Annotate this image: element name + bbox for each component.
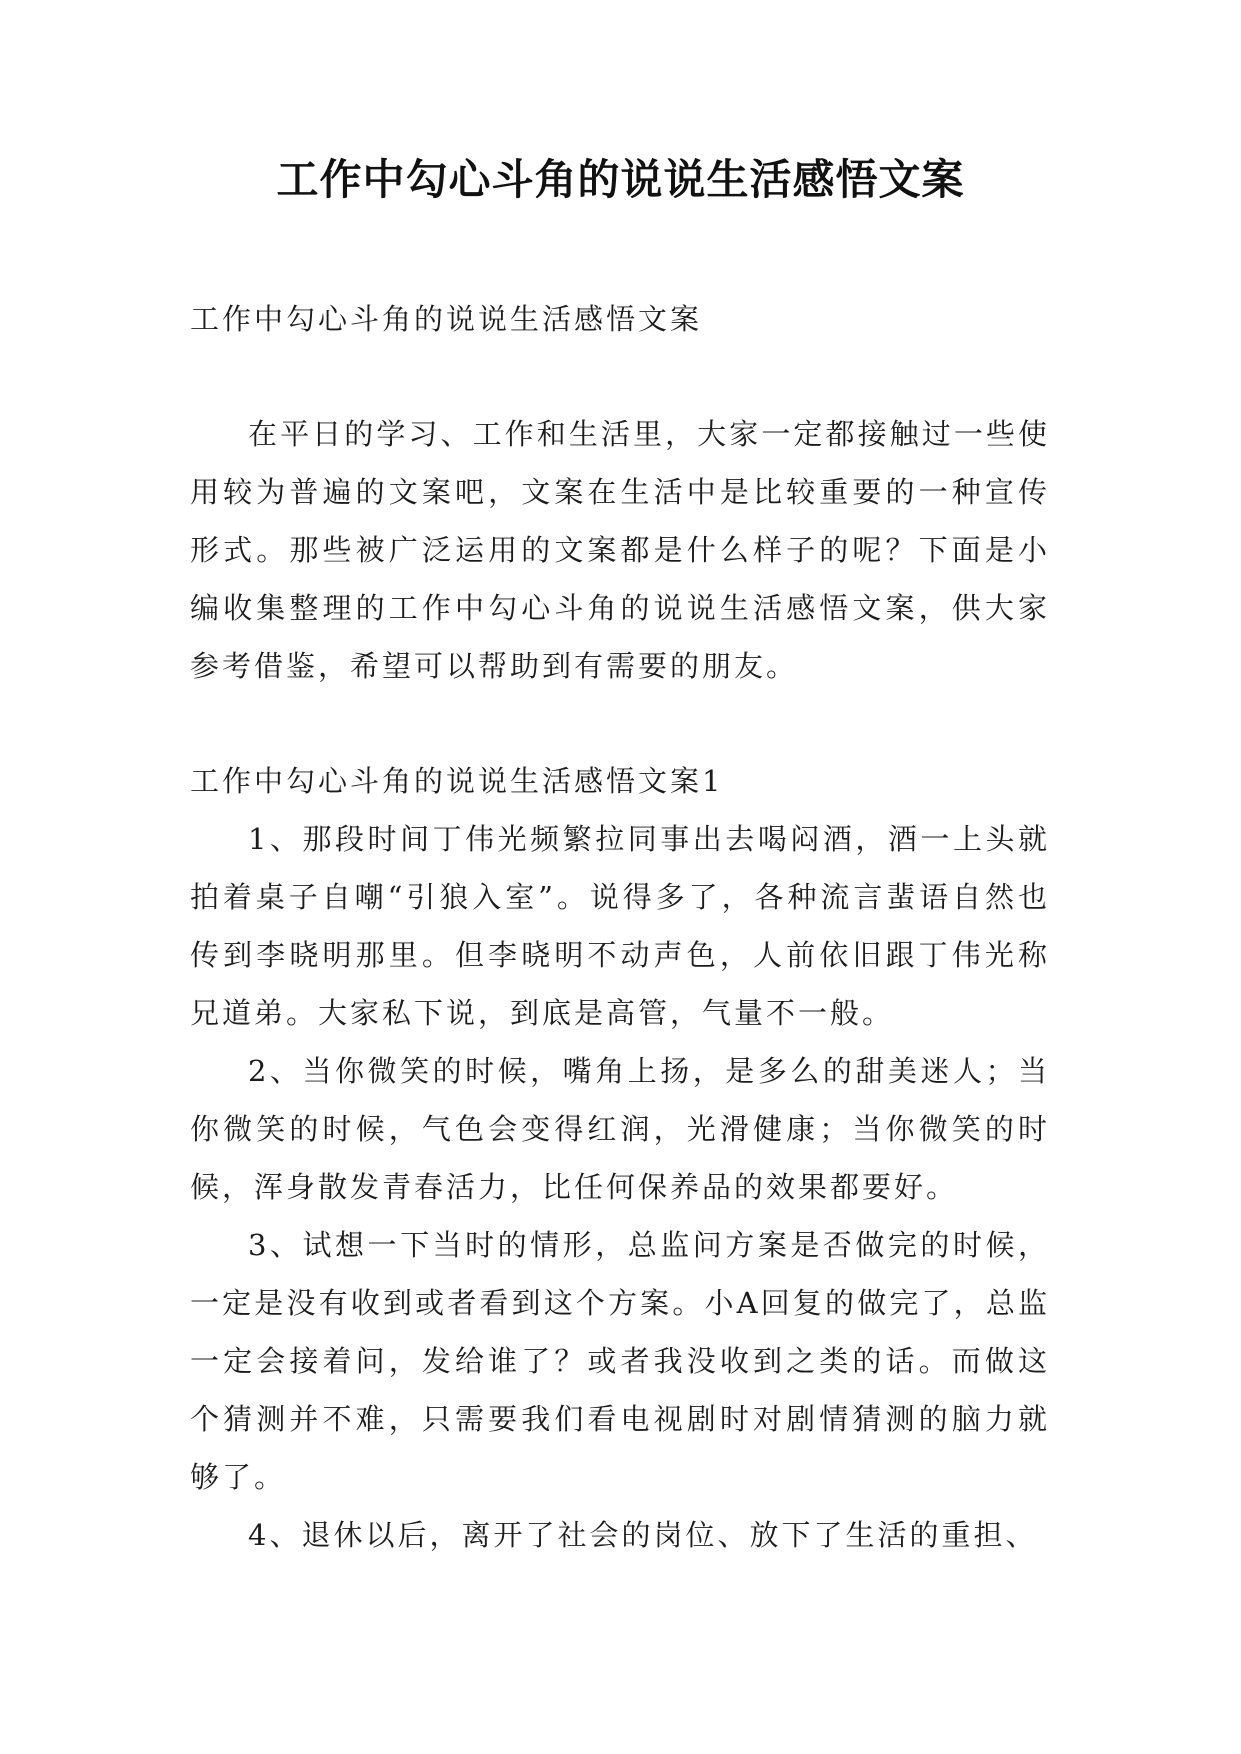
list-item: 1、那段时间丁伟光频繁拉同事出去喝闷酒，酒一上头就拍着桌子自嘲“引狼入室”。说得多了，各种流言蜚语自然也传到李晓明那里。但李晓明不动声色，人前依旧跟丁伟光称兄道弟。大家私下说，到底是高管，气量不一般。	[190, 822, 1050, 1030]
document-body	[190, 290, 1050, 1564]
document-subtitle: 工作中勾心斗角的说说生活感悟文案	[190, 302, 703, 336]
list-item: 3、试想一下当时的情形，总监问方案是否做完的时候，一定是没有收到或者看到这个方案。小A回复的做完了，总监一定会接着问，发给谁了？或者我没收到之类的话。而做这个猜测并不难，只需要我们看电视剧时对剧情猜测的脑力就够了。	[190, 1228, 1050, 1494]
section-heading: 工作中勾心斗角的说说生活感悟文案1	[190, 764, 724, 798]
list-item: 2、当你微笑的时候，嘴角上扬，是多么的甜美迷人；当你微笑的时候，气色会变得红润，光滑健康；当你微笑的时候，浑身散发青春活力，比任何保养品的效果都要好。	[190, 1054, 1050, 1204]
intro-paragraph: 在平日的学习、工作和生活里，大家一定都接触过一些使用较为普遍的文案吧，文案在生活中是比较重要的一种宣传形式。那些被广泛运用的文案都是什么样子的呢？下面是小编收集整理的工作中勾心斗角的说说生活感悟文案，供大家参考借鉴，希望可以帮助到有需要的朋友。	[190, 417, 1050, 683]
list-item: 4、退休以后，离开了社会的岗位、放下了生活的重担、	[248, 1518, 1038, 1552]
document-title: 工作中勾心斗角的说说生活感悟文案	[276, 155, 965, 204]
